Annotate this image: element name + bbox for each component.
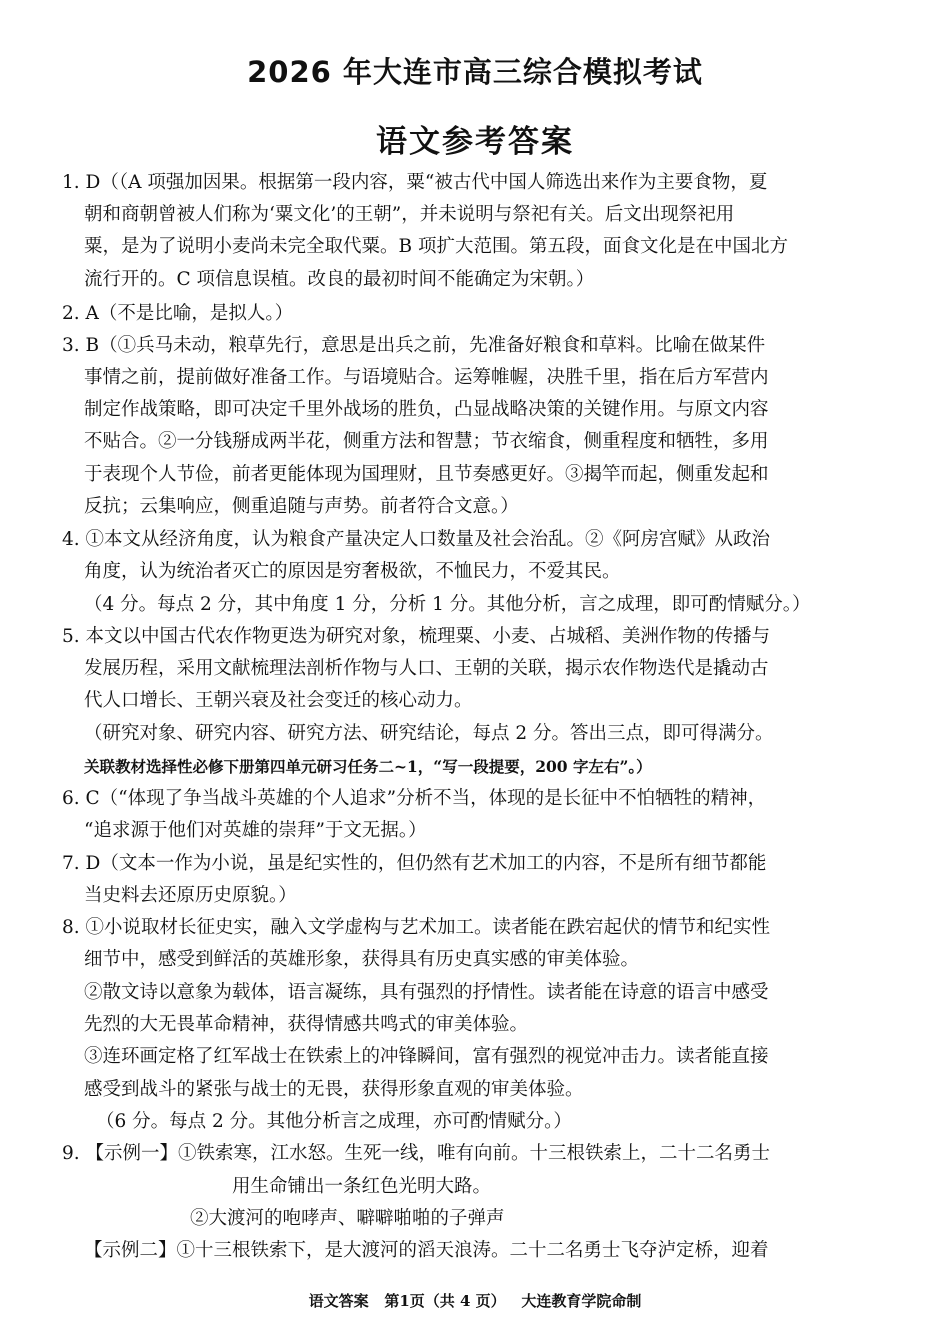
q8-line-6: 感受到战斗的紧张与战士的无畏，获得形象直观的审美体验。 xyxy=(84,1079,584,1100)
q8-line-4: 先烈的大无畏革命精神，获得情感共鸣式的审美体验。 xyxy=(84,1014,529,1035)
q5-line-3: 代人口增长、王朝兴衰及社会变迁的核心动力。 xyxy=(84,690,473,711)
q3-line-6: 反抗；云集响应，侧重追随与声势。前者符合文意。） xyxy=(84,496,519,517)
q6-line-2: “追求源于他们对英雄的崇拜”于文无据。） xyxy=(84,820,427,841)
q1-line-2: 朝和商朝曾被人们称为‘粟文化’的王朝”，并未说明与祭祀有关。后文出现祭祀用 xyxy=(84,204,735,225)
q5-line-1: 5. 本文以中国古代农作物更迭为研究对象，梳理粟、小麦、占城稻、美洲作物的传播与 xyxy=(62,626,771,647)
q8-line-3: ②散文诗以意象为载体，语言凝练，具有强烈的抒情性。读者能在诗意的语言中感受 xyxy=(84,982,769,1003)
q8-line-1: 8. ①小说取材长征史实，融入文学虚构与艺术加工。读者能在跌宕起伏的情节和纪实性 xyxy=(62,917,771,938)
q3-line-3: 制定作战策略，即可决定千里外战场的胜负，凸显战略决策的关键作用。与原文内容 xyxy=(84,399,769,420)
q1-line-3: 粟，是为了说明小麦尚未完全取代粟。B 项扩大范围。第五段，面食文化是在中国北方 xyxy=(84,236,788,257)
q7-line-2: 当史料去还原历史原貌。） xyxy=(84,885,297,906)
q8-line-2: 细节中，感受到鲜活的英雄形象，获得具有历史真实感的审美体验。 xyxy=(84,949,640,970)
q4-line-2: 角度，认为统治者灭亡的原因是穷奢极欲，不恤民力，不爱其民。 xyxy=(84,561,621,582)
q9-line-1: 9. 【示例一】①铁索寒，江水怒。生死一线，唯有向前。十三根铁索上，二十二名勇士 xyxy=(62,1143,771,1164)
q9-line-2: 用生命铺出一条红色光明大路。 xyxy=(232,1176,492,1197)
q5-scoring-note: （研究对象、研究内容、研究方法、研究结论，每点 2 分。答出三点，即可得满分。 xyxy=(84,723,774,744)
q2-line-1: 2. A（不是比喻，是拟人。） xyxy=(62,303,294,324)
q4-line-1: 4. ①本文从经济角度，认为粮食产量决定人口数量及社会治乱。②《阿房宫赋》从政治 xyxy=(62,529,771,550)
q3-line-2: 事情之前，提前做好准备工作。与语境贴合。运筹帷幄，决胜千里，指在后方军营内 xyxy=(84,367,769,388)
q5-line-2: 发展历程，采用文献梳理法剖析作物与人口、王朝的关联，揭示农作物迭代是撬动古 xyxy=(84,658,769,679)
answer-subtitle: 语文参考答案 xyxy=(376,124,574,160)
q1-line-1: 1. D（（A 项强加因果。根据第一段内容，粟“被古代中国人筛选出来作为主要食物，夏 xyxy=(62,172,768,193)
q3-line-5: 于表现个人节俭，前者更能体现为国理财，且节奏感更好。③揭竿而起，侧重发起和 xyxy=(84,464,769,485)
q3-line-1: 3. B（①兵马未动，粮草先行，意思是出兵之前，先准备好粮食和草料。比喻在做某件 xyxy=(62,335,766,356)
page-footer: 语文答案 第1页（共 4 页） 大连教育学院命制 xyxy=(308,1292,642,1310)
q5-textbook-note: 关联教材选择性必修下册第四单元研习任务二~1，“写一段提要，200 字左右”。） xyxy=(84,757,652,776)
q9-line-3: ②大渡河的咆哮声、噼噼啪啪的子弹声 xyxy=(190,1208,505,1229)
q7-line-1: 7. D（文本一作为小说，虽是纪实性的，但仍然有艺术加工的内容，不是所有细节都能 xyxy=(62,853,767,874)
exam-title: 2026 年大连市高三综合模拟考试 xyxy=(247,55,703,89)
q3-line-4: 不贴合。②一分钱掰成两半花，侧重方法和智慧；节衣缩食，侧重程度和牺牲，多用 xyxy=(84,431,769,452)
q1-line-4: 流行开的。C 项信息误植。改良的最初时间不能确定为宋朝。） xyxy=(84,269,595,290)
q8-scoring-note: （6 分。每点 2 分。其他分析言之成理，亦可酌情赋分。） xyxy=(96,1111,572,1132)
q9-line-4: 【示例二】①十三根铁索下，是大渡河的滔天浪涛。二十二名勇士飞夺泸定桥，迎着 xyxy=(84,1240,769,1261)
q4-scoring-note: （4 分。每点 2 分，其中角度 1 分，分析 1 分。其他分析，言之成理，即可酌情赋分。） xyxy=(84,594,811,615)
q8-line-5: ③连环画定格了红军战士在铁索上的冲锋瞬间，富有强烈的视觉冲击力。读者能直接 xyxy=(84,1046,769,1067)
q6-line-1: 6. C（“体现了争当战斗英雄的个人追求”分析不当，体现的是长征中不怕牺牲的精神， xyxy=(62,788,767,809)
